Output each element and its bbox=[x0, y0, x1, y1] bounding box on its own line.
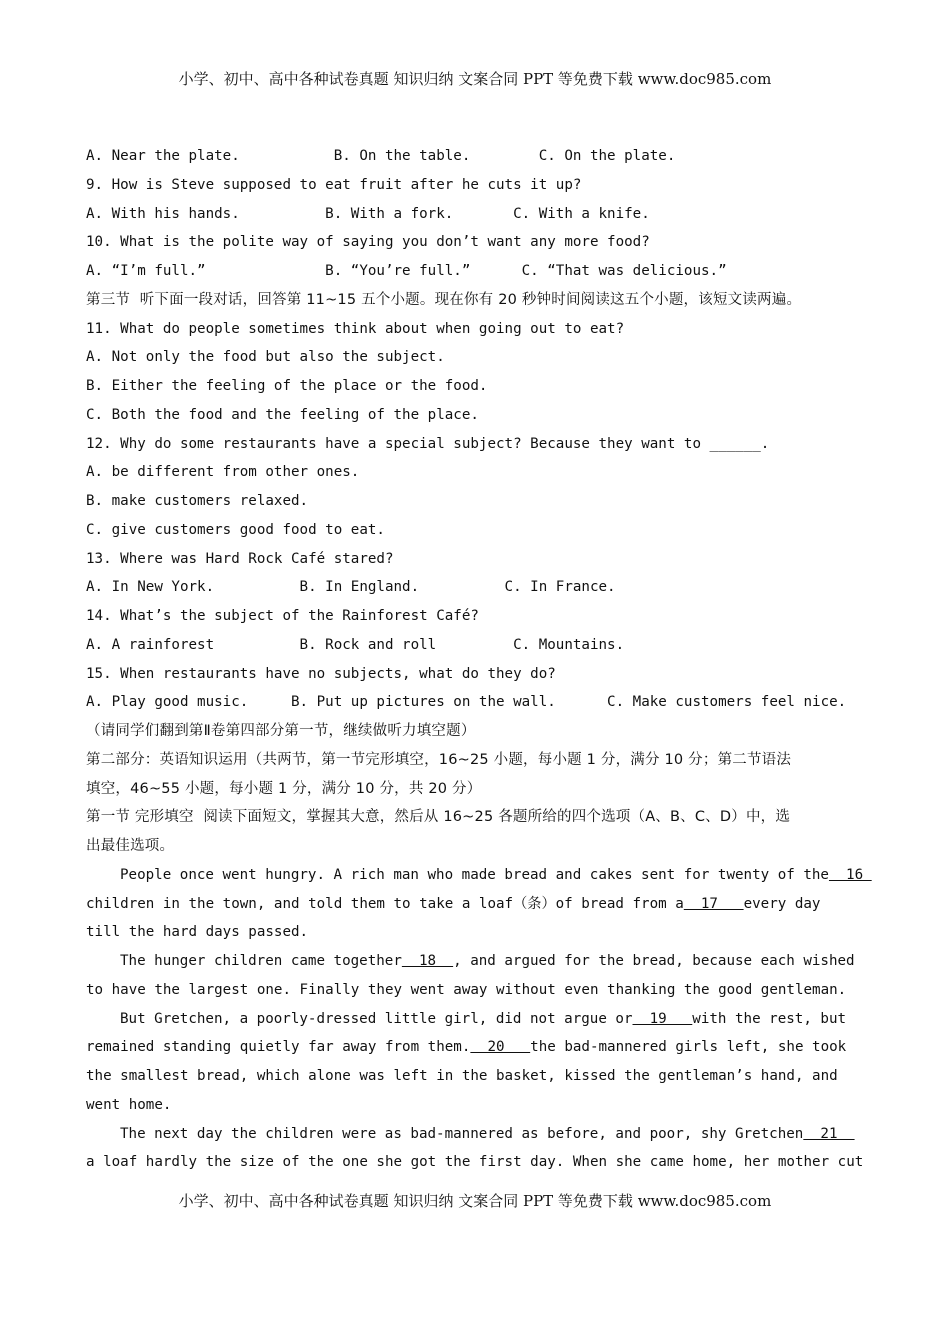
exam-content bbox=[86, 142, 886, 1177]
text-line: to have the largest one. Finally they went away without even thanking the good gentleman. bbox=[86, 981, 847, 998]
text-line: 15. When restaurants have no subjects, what do they do? bbox=[86, 665, 556, 682]
text-line: 13. Where was Hard Rock Café stared? bbox=[86, 550, 394, 567]
text-line: 12. Why do some restaurants have a special subject? Because they want to ______. bbox=[86, 435, 770, 452]
text-line: A. “I’m full.” B. “You’re full.” C. “That was delicious.” bbox=[86, 263, 727, 279]
text-line: remained standing quietly far away from them. 20 the bad-mannered girls left, she took bbox=[86, 1039, 847, 1056]
text-line: A. Near the plate. B. On the table. C. On the plate. bbox=[86, 148, 676, 164]
text-line: But Gretchen, a poorly-dressed little girl, did not argue or 19 with the rest, but bbox=[120, 1010, 847, 1027]
cloze-blank: 21 bbox=[803, 1125, 855, 1142]
text-line: 填空，46~55 小题，每小题 1 分，满分 10 分，共 20 分） bbox=[86, 780, 482, 797]
text-line: The next day the children were as bad-mannered as before, and poor, shy Gretchen 21 bbox=[120, 1125, 855, 1142]
text-line: 11. What do people sometimes think about when going out to eat? bbox=[86, 320, 625, 337]
text-line: a loaf hardly the size of the one she got the first day. When she came home, her mother cut bbox=[86, 1154, 864, 1171]
text-line: B. make customers relaxed. bbox=[86, 493, 309, 509]
text-line: A. Play good music. B. Put up pictures on the wall. C. Make customers feel nice. bbox=[86, 694, 847, 711]
text-line: A. Not only the food but also the subject. bbox=[86, 349, 445, 366]
text-line: 第三节 听下面一段对话，回答第 11~15 五个小题。现在你有 20 秒钟时间阅读这五个小题，该短文读两遍。 bbox=[86, 291, 802, 308]
text-line: 第一节 完形填空 阅读下面短文，掌握其大意，然后从 16~25 各题所给的四个选项（A、B、C、D）中，选 bbox=[86, 809, 791, 826]
cloze-blank: 18 bbox=[401, 953, 454, 969]
text-line: A. With his hands. B. With a fork. C. With a knife. bbox=[86, 205, 650, 222]
text-line: till the hard days passed. bbox=[86, 924, 309, 941]
cloze-blank: 20 bbox=[470, 1039, 531, 1056]
text-line: C. give customers good food to eat. bbox=[86, 521, 385, 538]
text-line: The hunger children came together 18 , and argued for the bread, because each wished bbox=[120, 953, 855, 969]
text-line: C. Both the food and the feeling of the place. bbox=[86, 406, 479, 423]
cloze-blank: 19 bbox=[632, 1010, 693, 1027]
text-line: 14. What’s the subject of the Rainforest Café? bbox=[86, 608, 479, 624]
text-line: People once went hungry. A rich man who made bread and cakes sent for twenty of the 16 bbox=[120, 866, 872, 883]
text-line: B. Either the feeling of the place or the food. bbox=[86, 378, 488, 394]
cloze-blank: 16 bbox=[828, 866, 872, 883]
page-header: 小学、初中、高中各种试卷真题 知识归纳 文案合同 PPT 等免费下载 www.doc985.com bbox=[178, 70, 772, 88]
text-line: 第二部分：英语知识运用（共两节，第一节完形填空，16~25 小题，每小题 1 分，满分 10 分；第二节语法 bbox=[86, 751, 792, 768]
text-line: the smallest bread, which alone was left in the basket, kissed the gentleman’s hand, and bbox=[86, 1068, 838, 1084]
text-line: （请同学们翻到第Ⅱ卷第四部分第一节，继续做听力填空题） bbox=[86, 723, 476, 739]
page-footer: 小学、初中、高中各种试卷真题 知识归纳 文案合同 PPT 等免费下载 www.doc985.com bbox=[178, 1192, 772, 1210]
text-line: 9. How is Steve supposed to eat fruit after he cuts it up? bbox=[86, 176, 582, 193]
text-line: 10. What is the polite way of saying you don’t want any more food? bbox=[86, 234, 650, 251]
text-line: A. In New York. B. In England. C. In France. bbox=[86, 579, 616, 596]
text-line: A. be different from other ones. bbox=[86, 464, 360, 481]
cloze-blank: 17 bbox=[683, 895, 744, 912]
text-line: children in the town, and told them to take a loaf（条）of bread from a 17 every day bbox=[86, 895, 821, 912]
text-line: 出最佳选项。 bbox=[86, 838, 175, 854]
text-line: A. A rainforest B. Rock and roll C. Mountains. bbox=[86, 636, 625, 653]
text-line: went home. bbox=[86, 1096, 172, 1113]
